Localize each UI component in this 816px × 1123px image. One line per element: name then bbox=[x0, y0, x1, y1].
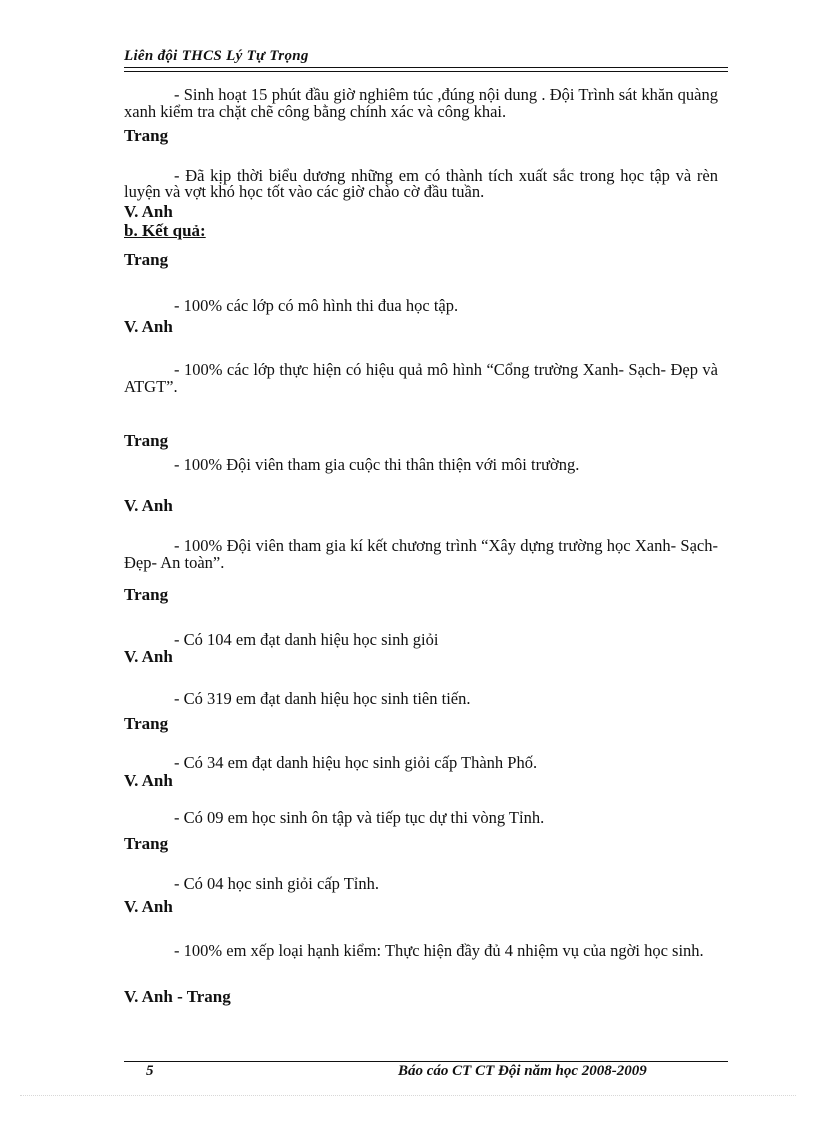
header-rule-thin bbox=[124, 71, 728, 72]
paragraph: - 100% Đội viên tham gia cuộc thi thân thiện với môi trường. bbox=[174, 455, 580, 474]
speaker-label: V. Anh bbox=[124, 771, 173, 790]
page-edge-divider bbox=[20, 1095, 796, 1096]
paragraph: - Có 104 em đạt danh hiệu học sinh giỏi bbox=[174, 630, 439, 649]
paragraph: - 100% Đội viên tham gia kí kết chương trình “Xây dựng trường học Xanh- Sạch- Đẹp- An toàn”. bbox=[124, 536, 718, 572]
section-heading: b. Kết quả: bbox=[124, 221, 206, 240]
header-title: Liên đội THCS Lý Tự Trọng bbox=[124, 48, 309, 64]
speaker-label: Trang bbox=[124, 431, 169, 450]
speaker-label: Trang bbox=[124, 714, 169, 733]
speaker-label: V. Anh bbox=[124, 496, 173, 515]
speaker-label: Trang bbox=[124, 250, 169, 269]
paragraph: - Có 319 em đạt danh hiệu học sinh tiên tiến. bbox=[174, 689, 471, 708]
paragraph: - Có 04 học sinh giỏi cấp Tỉnh. bbox=[174, 874, 380, 893]
speaker-label: V. Anh bbox=[124, 897, 173, 916]
speaker-label: V. Anh bbox=[124, 647, 173, 666]
paragraph: - 100% các lớp thực hiện có hiệu quả mô hình “Cổng trường Xanh- Sạch- Đẹp và ATGT”. bbox=[124, 360, 718, 396]
speaker-label: V. Anh bbox=[124, 317, 173, 336]
paragraph: - 100% các lớp có mô hình thi đua học tập. bbox=[174, 296, 459, 315]
speaker-label: Trang bbox=[124, 585, 169, 604]
footer-title: Báo cáo CT CT Đội năm học 2008-2009 bbox=[398, 1063, 647, 1079]
speaker-label: V. Anh bbox=[124, 202, 173, 221]
footer-rule bbox=[124, 1061, 728, 1062]
paragraph: - Sinh hoạt 15 phút đầu giờ nghiêm túc ,đúng nội dung . Đội Trình sát khăn quàng xanh kiểm tra chặt chẽ công bằng chính xác và công khai. bbox=[124, 85, 718, 121]
speaker-label: Trang bbox=[124, 834, 169, 853]
paragraph: - 100% em xếp loại hạnh kiểm: Thực hiện đầy đủ 4 nhiệm vụ của ngời học sinh. bbox=[174, 941, 704, 960]
paragraph: - Đã kịp thời biểu dương những em có thành tích xuất sắc trong học tập và rèn luyện và vợt khó học tốt vào các giờ chào cờ đầu tuần. bbox=[124, 166, 718, 201]
speaker-label: V. Anh - Trang bbox=[124, 987, 231, 1006]
page-number: 5 bbox=[146, 1063, 154, 1079]
header-rule bbox=[124, 67, 728, 68]
paragraph: - Có 34 em đạt danh hiệu học sinh giỏi cấp Thành Phố. bbox=[174, 753, 538, 772]
speaker-label: Trang bbox=[124, 126, 169, 145]
paragraph: - Có 09 em học sinh ôn tập và tiếp tục dự thi vòng Tỉnh. bbox=[174, 808, 545, 827]
